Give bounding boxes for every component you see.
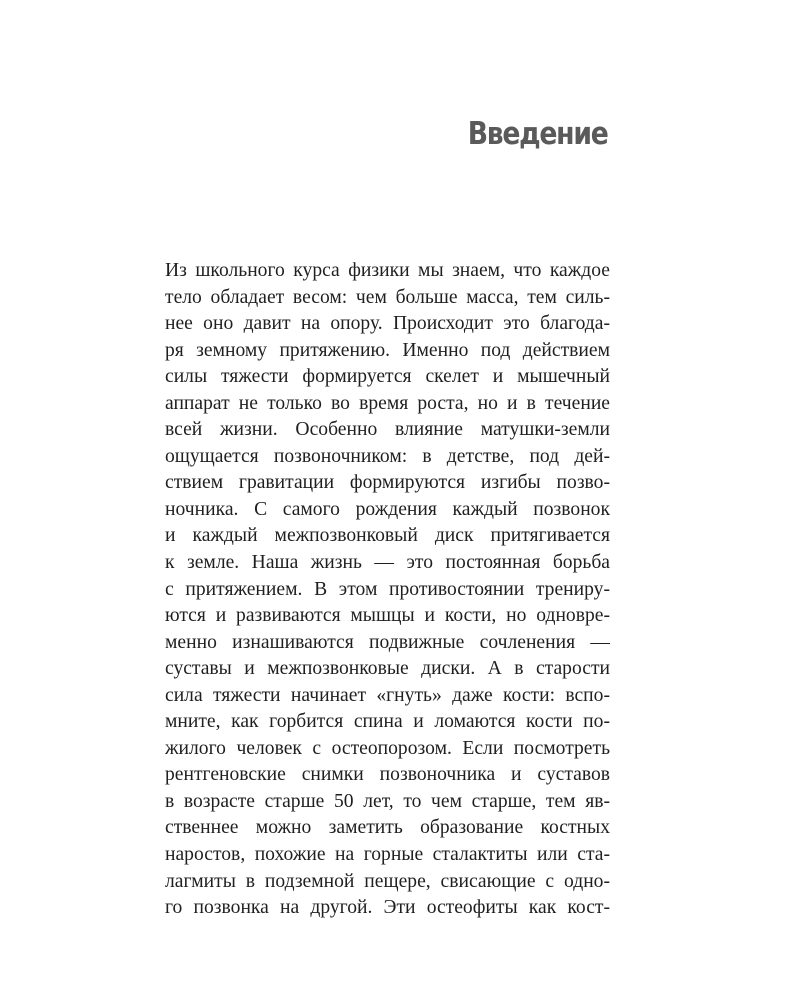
text-line: ются и развиваются мышцы и кости, но одновре- bbox=[165, 605, 610, 627]
text-line: ощущается позвоночником: в детстве, под дей- bbox=[165, 445, 610, 467]
text-line: всей жизни. Особенно влияние матушки-земли bbox=[165, 419, 610, 441]
text-line: в возрасте старше 50 лет, то чем старше, тем яв- bbox=[165, 790, 610, 812]
text-line: ствием гравитации формируются изгибы позво- bbox=[165, 472, 610, 494]
text-line: к земле. Наша жизнь — это постоянная борьба bbox=[165, 552, 610, 574]
text-line: рентгеновские снимки позвоночника и суставов bbox=[165, 764, 610, 786]
text-line: ря земному притяжению. Именно под действием bbox=[165, 339, 610, 361]
text-line: силы тяжести формируется скелет и мышечный bbox=[165, 366, 610, 388]
text-line: мните, как горбится спина и ломаются кости по- bbox=[165, 711, 610, 733]
text-line: и каждый межпозвонковый диск притягивается bbox=[165, 525, 610, 547]
text-line: лагмиты в подземной пещере, свисающие с одно- bbox=[165, 870, 610, 892]
text-line: аппарат не только во время роста, но и в течение bbox=[165, 392, 610, 414]
text-line: тело обладает весом: чем больше масса, тем силь- bbox=[165, 286, 610, 308]
text-line: с притяжением. В этом противостоянии трениру- bbox=[165, 578, 610, 600]
body-paragraph bbox=[165, 258, 610, 922]
text-line: суставы и межпозвонковые диски. А в старости bbox=[165, 658, 610, 680]
text-line: жилого человек с остеопорозом. Если посмотреть bbox=[165, 737, 610, 759]
text-line: го позвонка на другой. Эти остеофиты как кост- bbox=[165, 897, 610, 919]
text-line: ственнее можно заметить образование костных bbox=[165, 817, 610, 839]
text-line: Из школьного курса физики мы знаем, что каждое bbox=[165, 260, 610, 281]
text-line: наростов, похожие на горные сталактиты или ста- bbox=[165, 844, 610, 866]
text-line: ночника. С самого рождения каждый позвонок bbox=[165, 498, 610, 520]
chapter-title: Введение bbox=[467, 116, 607, 152]
text-line: менно изнашиваются подвижные сочленения — bbox=[165, 631, 610, 653]
text-line: нее оно давит на опору. Происходит это благода- bbox=[165, 313, 610, 335]
text-line: сила тяжести начинает «гнуть» даже кости: вспо- bbox=[165, 684, 610, 706]
